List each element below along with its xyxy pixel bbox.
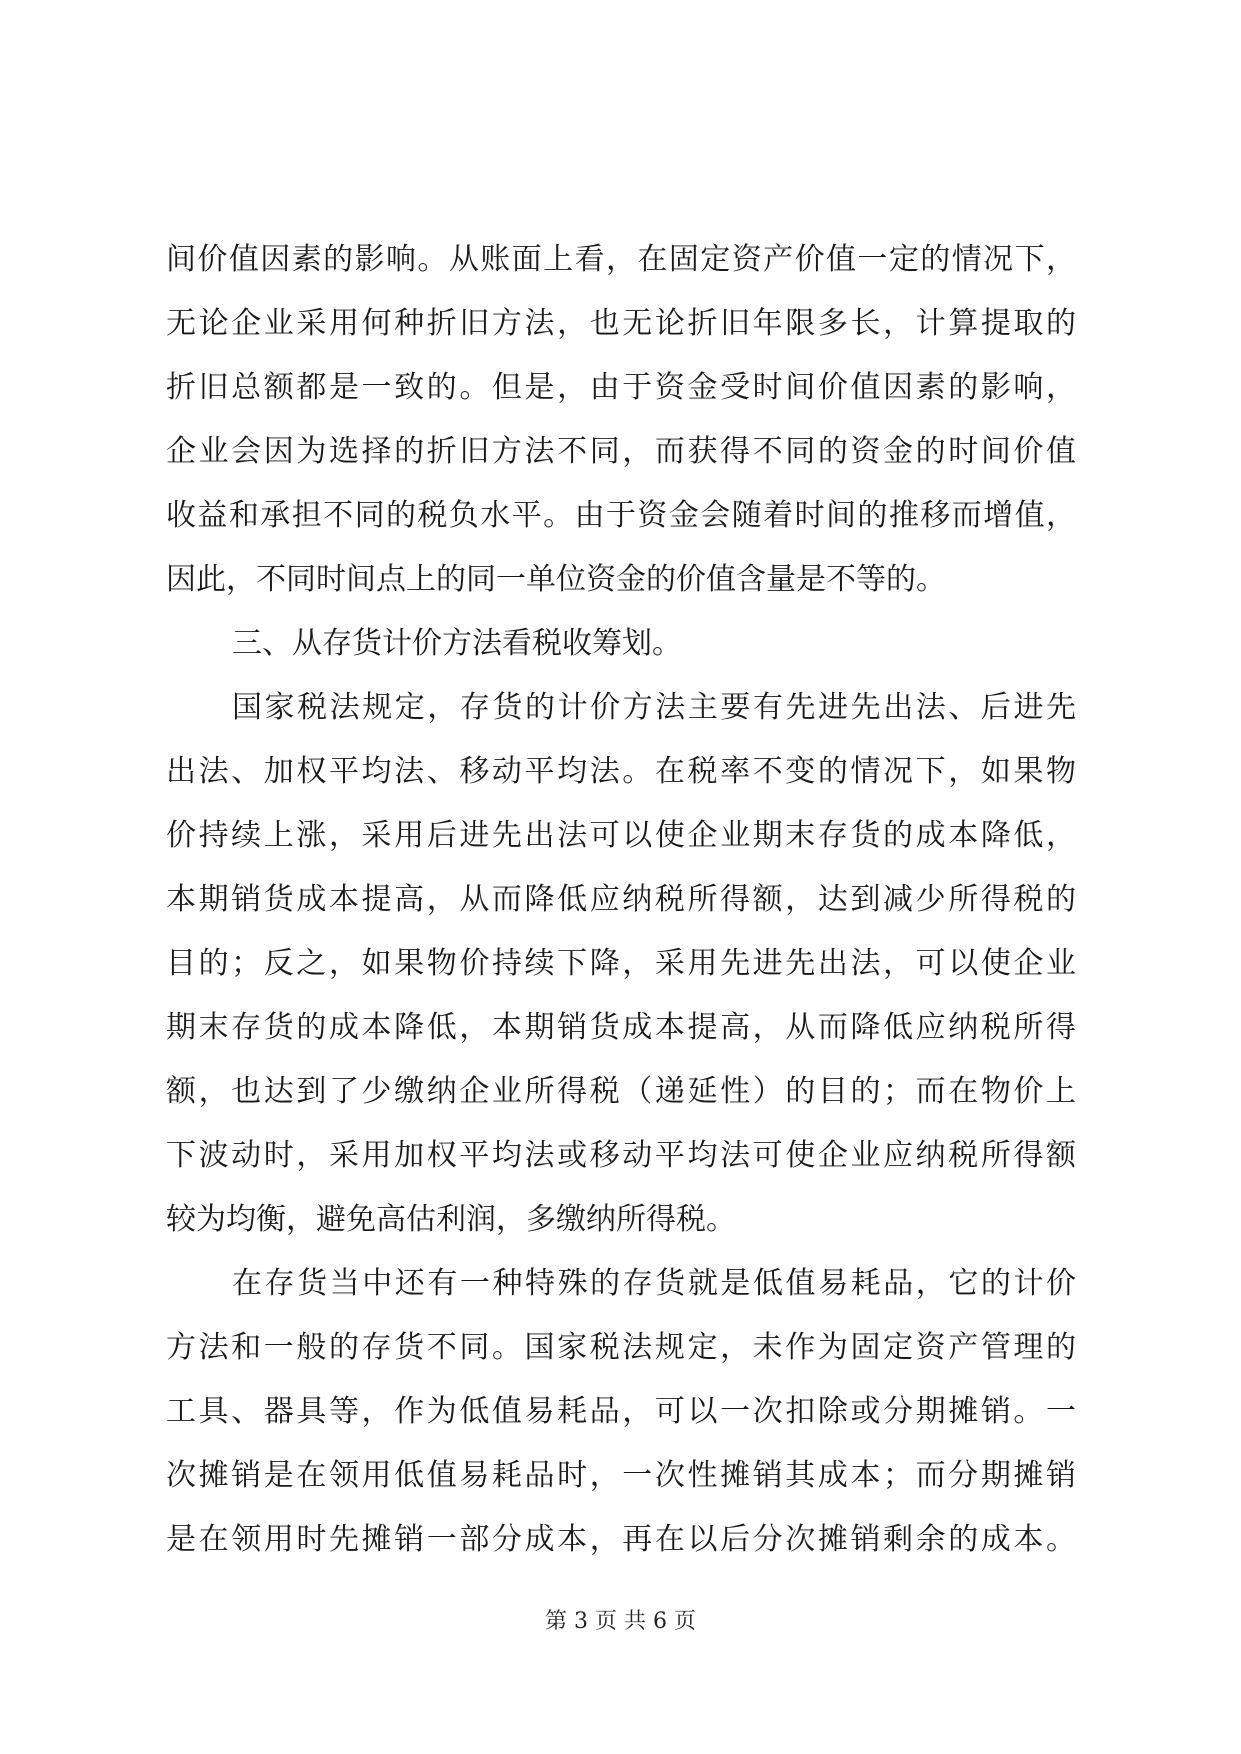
heading-line: 三、从存货计价方法看税收筹划。: [232, 626, 682, 661]
text-line: 收益和承担不同的税负水平。由于资金会随着时间的推移而增值，: [166, 498, 1076, 533]
text-line: 较为均衡，避免高估利润，多缴纳所得税。: [166, 1202, 736, 1237]
text-line: 企业会因为选择的折旧方法不同，而获得不同的资金的时间价值: [166, 434, 1076, 469]
text-line: 出法、加权平均法、移动平均法。在税率不变的情况下，如果物: [166, 754, 1076, 789]
text-line: 是在领用时先摊销一部分成本，再在以后分次摊销剩余的成本。: [166, 1522, 1076, 1557]
text-line: 折旧总额都是一致的。但是，由于资金受时间价值因素的影响，: [166, 370, 1076, 405]
paragraph-2: [166, 676, 1076, 1252]
text-line: 本期销货成本提高，从而降低应纳税所得额，达到减少所得税的: [166, 882, 1076, 917]
document-body: [166, 228, 1076, 1572]
paragraph-1: [166, 228, 1076, 612]
text-line: 因此，不同时间点上的同一单位资金的价值含量是不等的。: [166, 562, 946, 597]
text-line: 次摊销是在领用低值易耗品时，一次性摊销其成本；而分期摊销: [166, 1458, 1076, 1493]
text-line: 额，也达到了少缴纳企业所得税（递延性）的目的；而在物价上: [166, 1074, 1076, 1109]
text-line: 方法和一般的存货不同。国家税法规定，未作为固定资产管理的: [166, 1330, 1076, 1365]
text-line: 国家税法规定，存货的计价方法主要有先进先出法、后进先: [232, 690, 1076, 725]
text-line: 目的；反之，如果物价持续下降，采用先进先出法，可以使企业: [166, 946, 1076, 981]
paragraph-3: [166, 1252, 1076, 1572]
page-number-footer: 第 3 页 共 6 页: [545, 1609, 696, 1634]
text-line: 间价值因素的影响。从账面上看，在固定资产价值一定的情况下，: [166, 242, 1076, 277]
text-line: 无论企业采用何种折旧方法，也无论折旧年限多长，计算提取的: [166, 306, 1076, 341]
text-line: 下波动时，采用加权平均法或移动平均法可使企业应纳税所得额: [166, 1138, 1076, 1173]
text-line: 工具、器具等，作为低值易耗品，可以一次扣除或分期摊销。一: [166, 1394, 1076, 1429]
text-line: 价持续上涨，采用后进先出法可以使企业期末存货的成本降低，: [166, 818, 1076, 853]
section-heading: [166, 612, 1076, 676]
text-line: 期末存货的成本降低，本期销货成本提高，从而降低应纳税所得: [166, 1010, 1076, 1045]
text-line: 在存货当中还有一种特殊的存货就是低值易耗品，它的计价: [232, 1266, 1076, 1301]
